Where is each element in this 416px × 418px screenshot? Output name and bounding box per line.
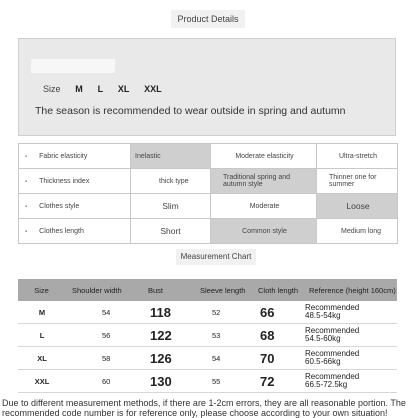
attribute-label: ▪ Clothes length	[19, 219, 131, 244]
info-card	[18, 38, 396, 136]
product-details-title: Product Details	[171, 10, 245, 28]
bullet-dot: ▪	[25, 228, 28, 235]
disclaimer-text: Due to different measurement methods, if there are 1-2cm errors, they are all reasonable portion. The recommended code number is for reference only, please choose according to your own situation!	[2, 398, 406, 418]
attribute-option-selected: Traditional spring and autumn style	[211, 169, 317, 194]
attribute-option: Moderate	[211, 194, 317, 219]
size-option-m: M	[75, 84, 83, 94]
cell-reference: Recommended 60.5-66kg	[303, 347, 397, 370]
attribute-row	[19, 144, 398, 169]
cell-bust: 122	[142, 324, 194, 347]
size-option-xl: XL	[117, 84, 130, 94]
size-option-xxl: XXL	[144, 84, 162, 94]
cell-bust: 118	[142, 301, 194, 324]
attribute-label: ▪ Thickness index	[19, 169, 131, 194]
cell-sleeve: 53	[194, 324, 252, 347]
size-label: Size	[43, 84, 61, 94]
col-header-shoulder: Shoulder width	[66, 279, 142, 301]
cell-reference: Recommended 66.5-72.5kg	[303, 370, 397, 393]
table-row	[18, 301, 397, 324]
bullet-dot: ▪	[25, 203, 28, 210]
attribute-row	[19, 169, 398, 194]
table-row	[18, 324, 397, 347]
cell-shoulder: 58	[66, 347, 142, 370]
attribute-option-selected: Common style	[211, 219, 317, 244]
attribute-option-selected: Inelastic	[131, 144, 211, 169]
bullet-dot: ▪	[25, 153, 28, 160]
attribute-label: ▪ Fabric elasticity	[19, 144, 131, 169]
placeholder-bar	[31, 59, 115, 73]
col-header-sleeve: Sleeve length	[194, 279, 252, 301]
attribute-option: Moderate elasticity	[211, 144, 317, 169]
col-header-length: Cloth length	[252, 279, 303, 301]
col-header-bust: Bust	[142, 279, 194, 301]
cell-sleeve: 52	[194, 301, 252, 324]
cell-length: 66	[252, 301, 303, 324]
cell-bust: 130	[142, 370, 194, 393]
measurement-table	[18, 279, 397, 393]
table-header-row	[18, 279, 397, 301]
cell-length: 68	[252, 324, 303, 347]
col-header-size: Size	[18, 279, 66, 301]
size-row	[43, 84, 174, 95]
cell-reference: Recommended 48.5-54kg	[303, 301, 397, 324]
attribute-label: ▪ Clothes style	[19, 194, 131, 219]
cell-shoulder: 56	[66, 324, 142, 347]
size-option-l: L	[97, 84, 104, 94]
attribute-option-selected: Loose	[317, 194, 398, 219]
measurement-chart-title: Measurement Chart	[176, 249, 256, 265]
cell-length: 70	[252, 347, 303, 370]
cell-length: 72	[252, 370, 303, 393]
cell-bust: 126	[142, 347, 194, 370]
attribute-grid	[18, 143, 398, 244]
cell-size: XXL	[18, 370, 66, 393]
table-row	[18, 347, 397, 370]
attribute-option: Medium long	[317, 219, 398, 244]
cell-sleeve: 54	[194, 347, 252, 370]
cell-shoulder: 60	[66, 370, 142, 393]
attribute-row	[19, 219, 398, 244]
cell-size: L	[18, 324, 66, 347]
bullet-dot: ▪	[25, 178, 28, 185]
attribute-option: Short	[131, 219, 211, 244]
cell-size: M	[18, 301, 66, 324]
attribute-option: thick type	[131, 169, 211, 194]
cell-reference: Recommended 54.5-60kg	[303, 324, 397, 347]
cell-shoulder: 54	[66, 301, 142, 324]
season-text: The season is recommended to wear outside in spring and autumn	[35, 105, 346, 117]
table-row	[18, 370, 397, 393]
attribute-option: Thinner one for summer	[317, 169, 398, 194]
cell-size: XL	[18, 347, 66, 370]
col-header-reference: Reference (height 160cm)	[303, 279, 397, 301]
cell-sleeve: 55	[194, 370, 252, 393]
attribute-row	[19, 194, 398, 219]
attribute-option: Ultra-stretch	[317, 144, 398, 169]
attribute-option: Slim	[131, 194, 211, 219]
